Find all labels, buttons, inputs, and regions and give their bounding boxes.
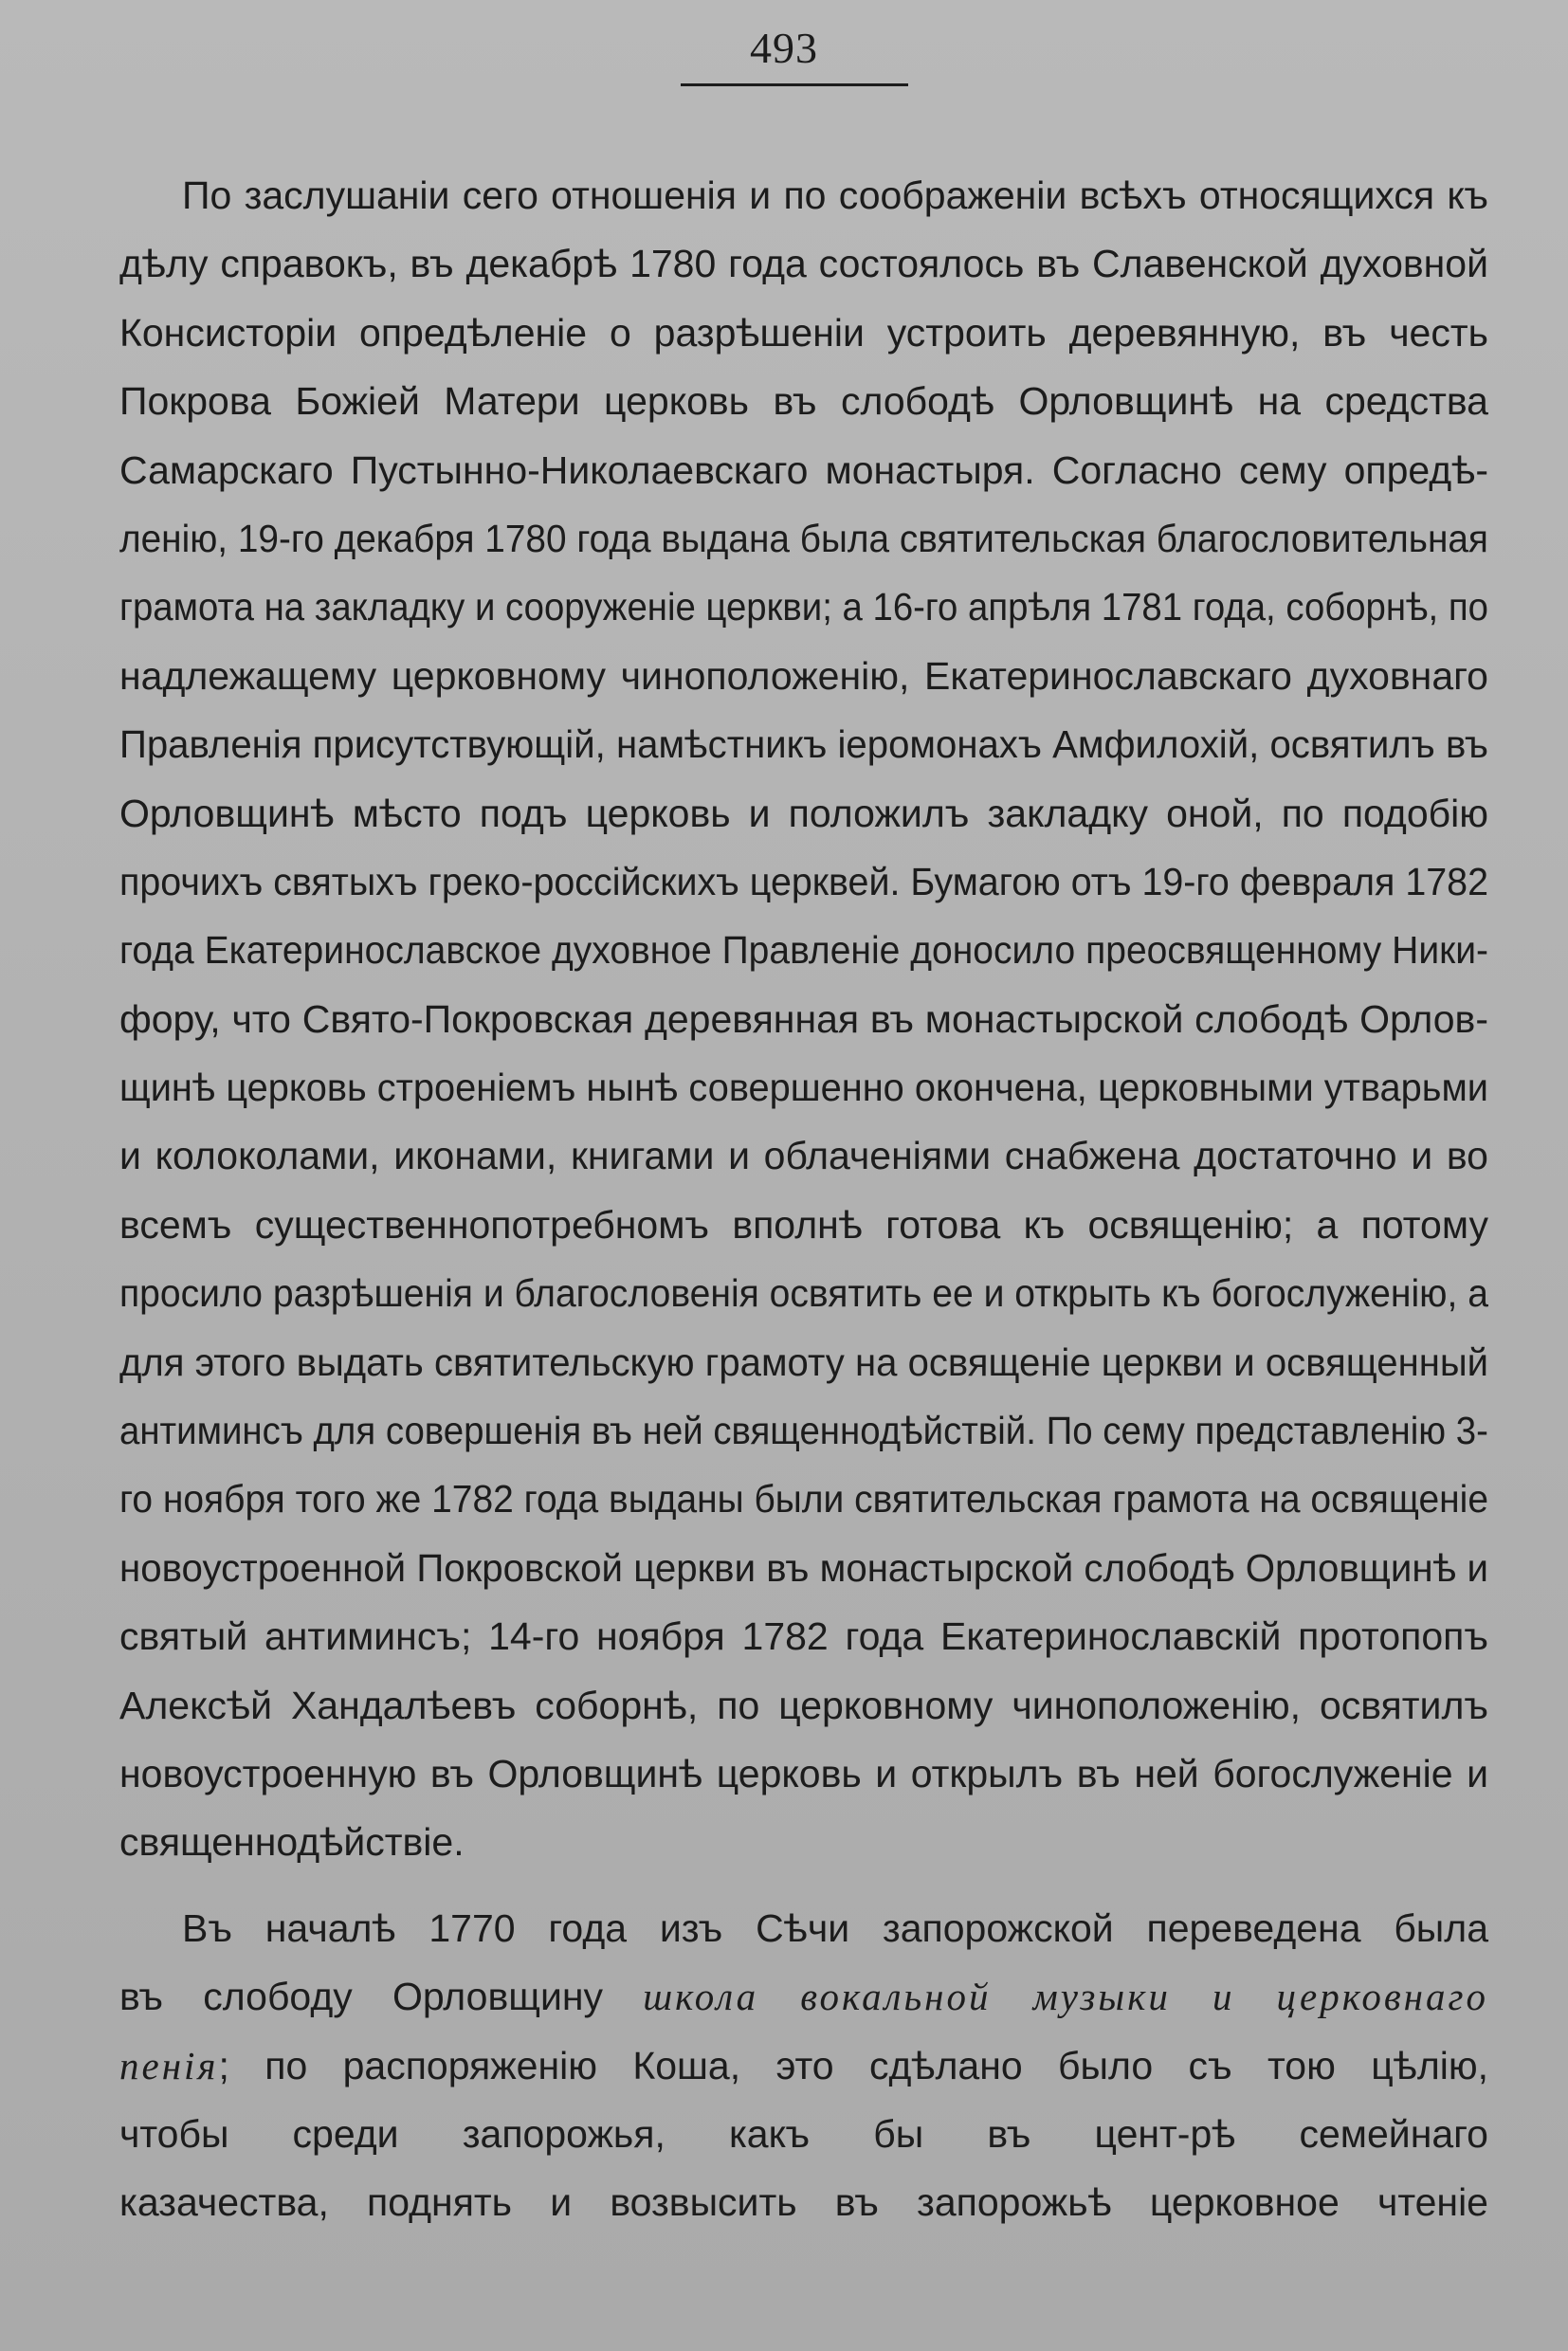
- paragraph-2: [119, 1894, 1488, 2237]
- text-line: Правленія присутствующій, намѣстникъ іеромонахъ Амфилохій, освятилъ въ: [119, 722, 1489, 767]
- text-line: казачества, поднять и возвысить въ запорожьѣ церковное чтеніе: [119, 2180, 1488, 2225]
- text-line: для этого выдать святительскую грамоту на освященіе церкви и освященный: [119, 1340, 1489, 1384]
- text-line: дѣлу справокъ, въ декабрѣ 1780 года состоялось въ Славенской духовной: [119, 242, 1488, 286]
- text-line: фору, что Свято-Покровская деревянная въ монастырской слободѣ Орлов-: [119, 996, 1488, 1041]
- text-line: Покрова Божіей Матери церковь въ слободѣ Орловщинѣ на средства: [119, 379, 1488, 424]
- text-line: надлежащему церковному чиноположенію, Екатеринославскаго духовнаго: [119, 653, 1488, 698]
- text-span: въ слободу Орловщину: [119, 1975, 644, 2019]
- text-line: и колоколами, иконами, книгами и облаченіями снабжена достаточно и во: [119, 1134, 1488, 1178]
- page-number-rule: [681, 83, 908, 86]
- body-text: [119, 161, 1488, 2237]
- text-line: щинѣ церковь строеніемъ нынѣ совершенно окончена, церковными утварьми: [119, 1066, 1489, 1110]
- text-line: По заслушаніи сего отношенія и по соображеніи всѣхъ относящихся къ: [182, 173, 1488, 217]
- text-line: Орловщинѣ мѣсто подъ церковь и положилъ закладку оной, по подобію: [119, 791, 1488, 835]
- text-line: антиминсъ для совершенія въ ней священнодѣйствій. По сему представленію 3-: [119, 1409, 1488, 1453]
- text-span: ; по распоряженію Коша, это сдѣлано было съ тою цѣлію,: [218, 2043, 1488, 2087]
- text-line: [119, 2032, 1488, 2100]
- italic-span: пенія: [119, 2043, 219, 2087]
- text-line: года Екатеринославское духовное Правленіе доносило преосвященному Ники-: [119, 928, 1489, 973]
- text-line: го ноября того же 1782 года выданы были святительская грамота на освященіе: [119, 1477, 1488, 1522]
- text-line: всемъ существеннопотребномъ вполнѣ готова къ освященію; а потому: [119, 1202, 1488, 1247]
- page-number: 493: [750, 24, 818, 72]
- text-line: новоустроенной Покровской церкви въ монастырской слободѣ Орловщинѣ и: [119, 1545, 1488, 1590]
- text-line: грамота на закладку и сооруженіе церкви; а 16-го апрѣля 1781 года, соборнѣ, по: [119, 585, 1488, 629]
- text-line: Самарскаго Пустынно-Николаевскаго монастыря. Согласно сему опредѣ-: [119, 447, 1488, 492]
- text-line: [119, 1962, 1488, 2031]
- italic-span: школа вокальной музыки и церковнаго: [643, 1975, 1488, 2019]
- text-line: чтобы среди запорожья, какъ бы въ цент-рѣ семейнаго: [119, 2111, 1488, 2156]
- text-line: Въ началѣ 1770 года изъ Сѣчи запорожской переведена была: [182, 1905, 1488, 1950]
- text-line: новоустроенную въ Орловщинѣ церковь и открылъ въ ней богослуженіе и: [119, 1751, 1488, 1795]
- text-line: просило разрѣшенія и благословенія освятить ее и открыть къ богослуженію, а: [119, 1271, 1488, 1316]
- text-line: Алексѣй Хандалѣевъ соборнѣ, по церковному чиноположенію, освятилъ: [119, 1683, 1488, 1727]
- text-line: святый антиминсъ; 14-го ноября 1782 года Екатеринославскій протопопъ: [119, 1614, 1488, 1659]
- text-line: ленію, 19-го декабря 1780 года выдана была святительская благословительная: [119, 516, 1488, 560]
- text-line: прочихъ святыхъ греко-россійскихъ церквей. Бумагою отъ 19-го февраля 1782: [119, 859, 1489, 903]
- text-line: Консисторіи опредѣленіе о разрѣшеніи устроить деревянную, въ честь: [119, 310, 1488, 355]
- paragraph-1: [119, 161, 1488, 1877]
- text-line: священнодѣйствіе.: [119, 1820, 465, 1865]
